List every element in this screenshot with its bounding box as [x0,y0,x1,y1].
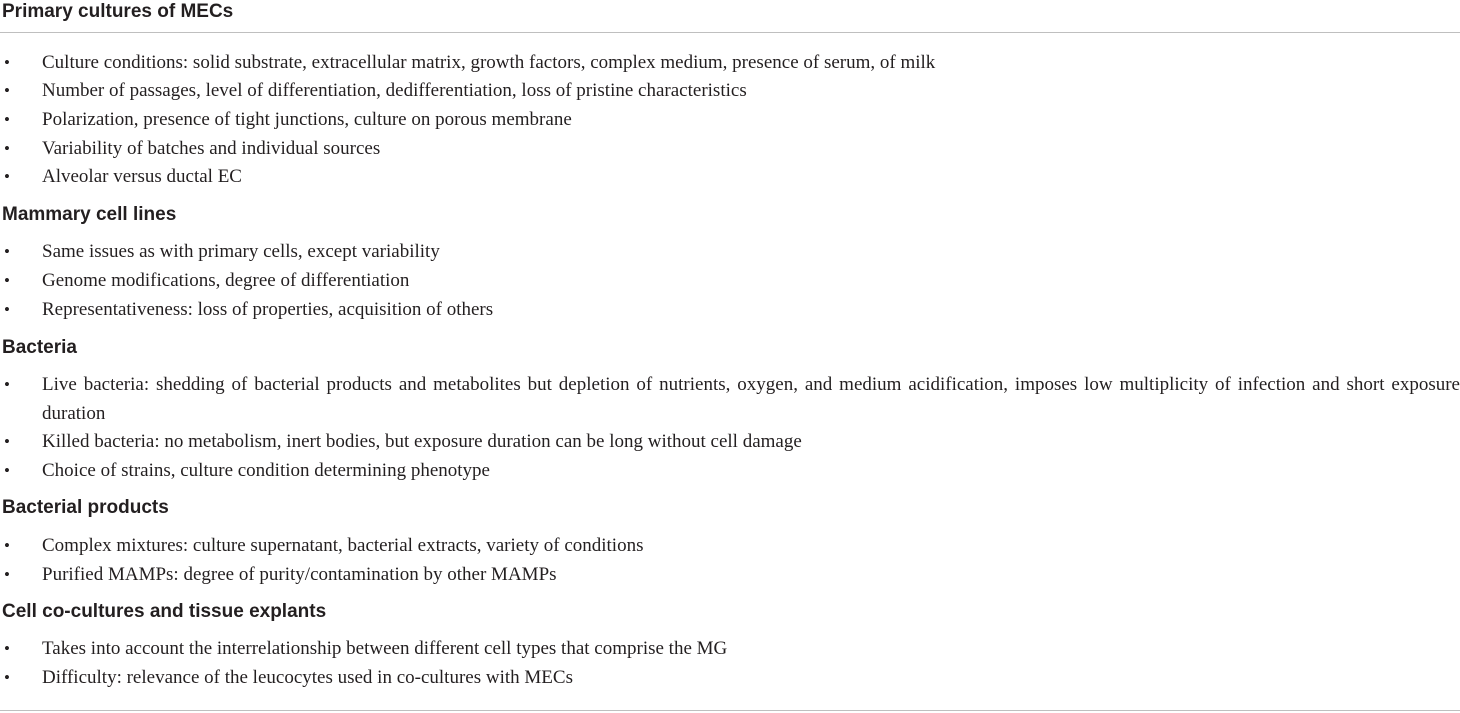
bullet-icon: • [4,536,10,555]
list-item-text: Genome modifications, degree of differentiation [42,270,410,291]
bullet-icon: • [4,110,10,129]
section-title-bacterial-products: Bacterial products [2,497,169,518]
list-item-text: Alveolar versus ductal EC [42,166,242,187]
list-item [0,561,1460,590]
bullet-icon: • [4,461,10,480]
list-item-text: Polarization, presence of tight junctions, culture on porous membrane [42,109,572,130]
header-rule [0,32,1460,33]
list-item [0,635,1460,664]
section-title-bacteria: Bacteria [2,337,77,358]
list-item-text: Variability of batches and individual sources [42,138,381,159]
list-item [0,296,1460,325]
bullet-icon: • [4,81,10,100]
bullet-icon: • [4,167,10,186]
list-item-text: Complex mixtures: culture supernatant, bacterial extracts, variety of conditions [42,535,644,556]
bullet-icon: • [4,53,10,72]
list-item [0,238,1460,267]
list-item [0,457,1460,486]
bullet-icon: • [4,668,10,687]
section-title-mammary-cell-lines: Mammary cell lines [2,204,177,225]
list-item [0,49,1460,78]
list-item-text: Representativeness: loss of properties, acquisition of others [42,299,494,320]
list-item [0,428,1460,457]
bullet-icon: • [4,271,10,290]
list-item [0,371,1460,428]
list-item [0,106,1460,135]
bullet-icon: • [4,300,10,319]
list-item-text: Purified MAMPs: degree of purity/contamination by other MAMPs [42,564,557,585]
footer-rule [0,710,1460,711]
bullet-icon: • [4,639,10,658]
list-item [0,267,1460,296]
list-item [0,664,1460,693]
list-item-text: Number of passages, level of differentiation, dedifferentiation, loss of pristine characteristics [42,80,747,101]
list-item-text: Culture conditions: solid substrate, extracellular matrix, growth factors, complex medium, presence of serum, of milk [42,52,936,73]
list-item [0,135,1460,164]
list-item-text: Killed bacteria: no metabolism, inert bodies, but exposure duration can be long without cell damage [42,431,802,452]
bullet-icon: • [4,565,10,584]
list-item [0,77,1460,106]
bullet-icon: • [4,375,10,394]
list-item [0,532,1460,561]
bullet-icon: • [4,242,10,261]
list-item-text: Difficulty: relevance of the leucocytes used in co-cultures with MECs [42,667,573,688]
bullet-icon: • [4,432,10,451]
list-item-text: Takes into account the interrelationship between different cell types that comprise the MG [42,638,728,659]
list-item-text: Live bacteria: shedding of bacterial products and metabolites but depletion of nutrients, oxygen, and medium acidification, imposes low multiplicity of infection and short exposure duration [42,374,1460,424]
section-title-primary-cultures: Primary cultures of MECs [2,1,234,22]
list-item [0,163,1460,192]
list-item-text: Same issues as with primary cells, except variability [42,241,440,262]
list-item-text: Choice of strains, culture condition determining phenotype [42,460,490,481]
section-title-cell-co-cultures: Cell co-cultures and tissue explants [2,601,327,622]
bullet-icon: • [4,139,10,158]
